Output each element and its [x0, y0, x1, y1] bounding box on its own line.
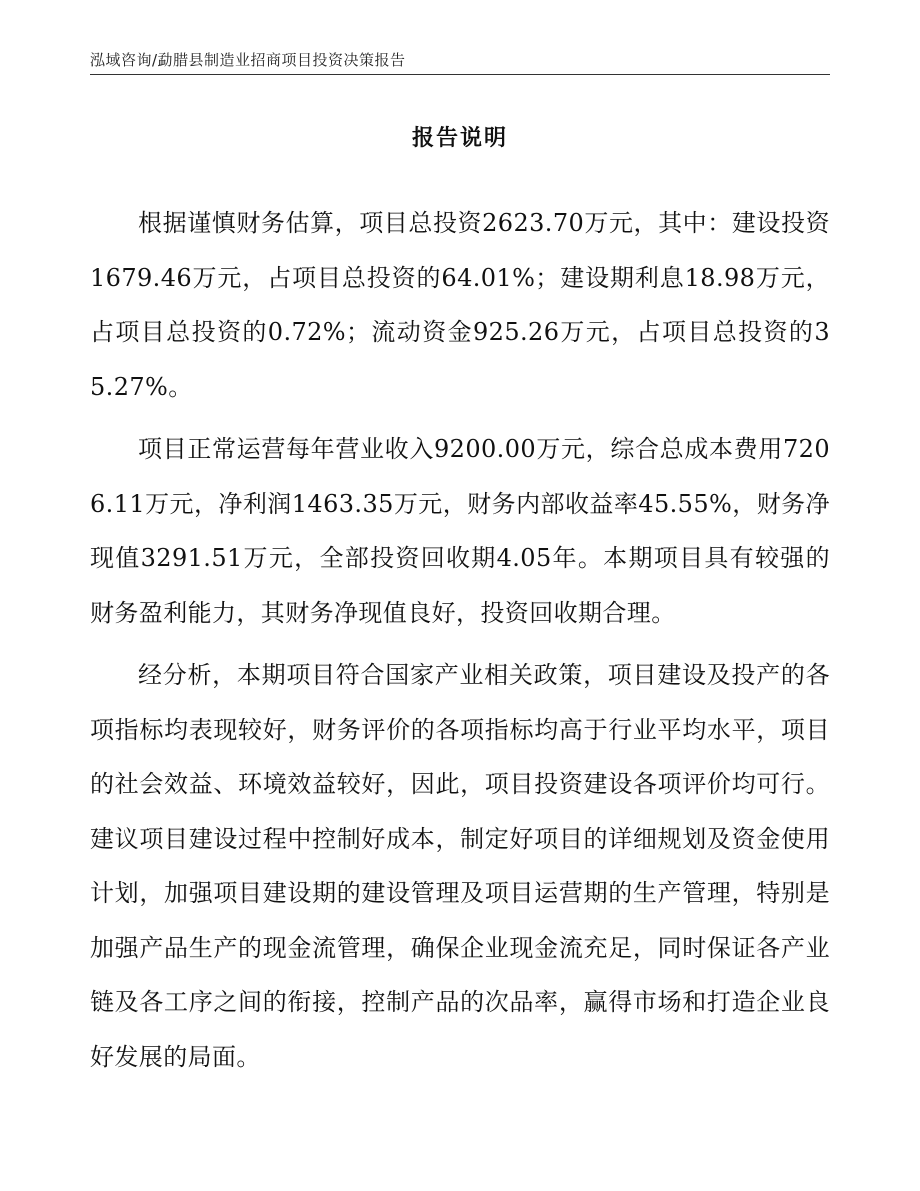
- page-header: [90, 50, 830, 83]
- paragraph-investment-summary: 根据谨慎财务估算，项目总投资2623.70万元，其中：建设投资1679.46万元，占项目总投资的64.01%；建设期利息18.98万元，占项目总投资的0.72%；流动资金925.26万元，占项目总投资的35.27%。: [90, 209, 830, 401]
- header-divider: [90, 74, 830, 75]
- paragraph-financial-performance: 项目正常运营每年营业收入9200.00万元，综合总成本费用7206.11万元，净利润1463.35万元，财务内部收益率45.55%，财务净现值3291.51万元，全部投资回收期4.05年。本期项目具有较强的财务盈利能力，其财务净现值良好，投资回收期合理。: [90, 435, 830, 627]
- document-body: [90, 196, 830, 1092]
- paragraph-analysis-conclusion: 经分析，本期项目符合国家产业相关政策，项目建设及投产的各项指标均表现较好，财务评价的各项指标均高于行业平均水平，项目的社会效益、环境效益较好，因此，项目投资建设各项评价均可行。建议项目建设过程中控制好成本，制定好项目的详细规划及资金使用计划，加强项目建设期的建设管理及项目运营期的生产管理，特别是加强产品生产的现金流管理，确保企业现金流充足，同时保证各产业链及各工序之间的衔接，控制产品的次品率，赢得市场和打造企业良好发展的局面。: [90, 661, 830, 1071]
- page-title: 报告说明: [411, 126, 508, 151]
- running-header-title: 泓域咨询/勐腊县制造业招商项目投资决策报告: [90, 51, 406, 69]
